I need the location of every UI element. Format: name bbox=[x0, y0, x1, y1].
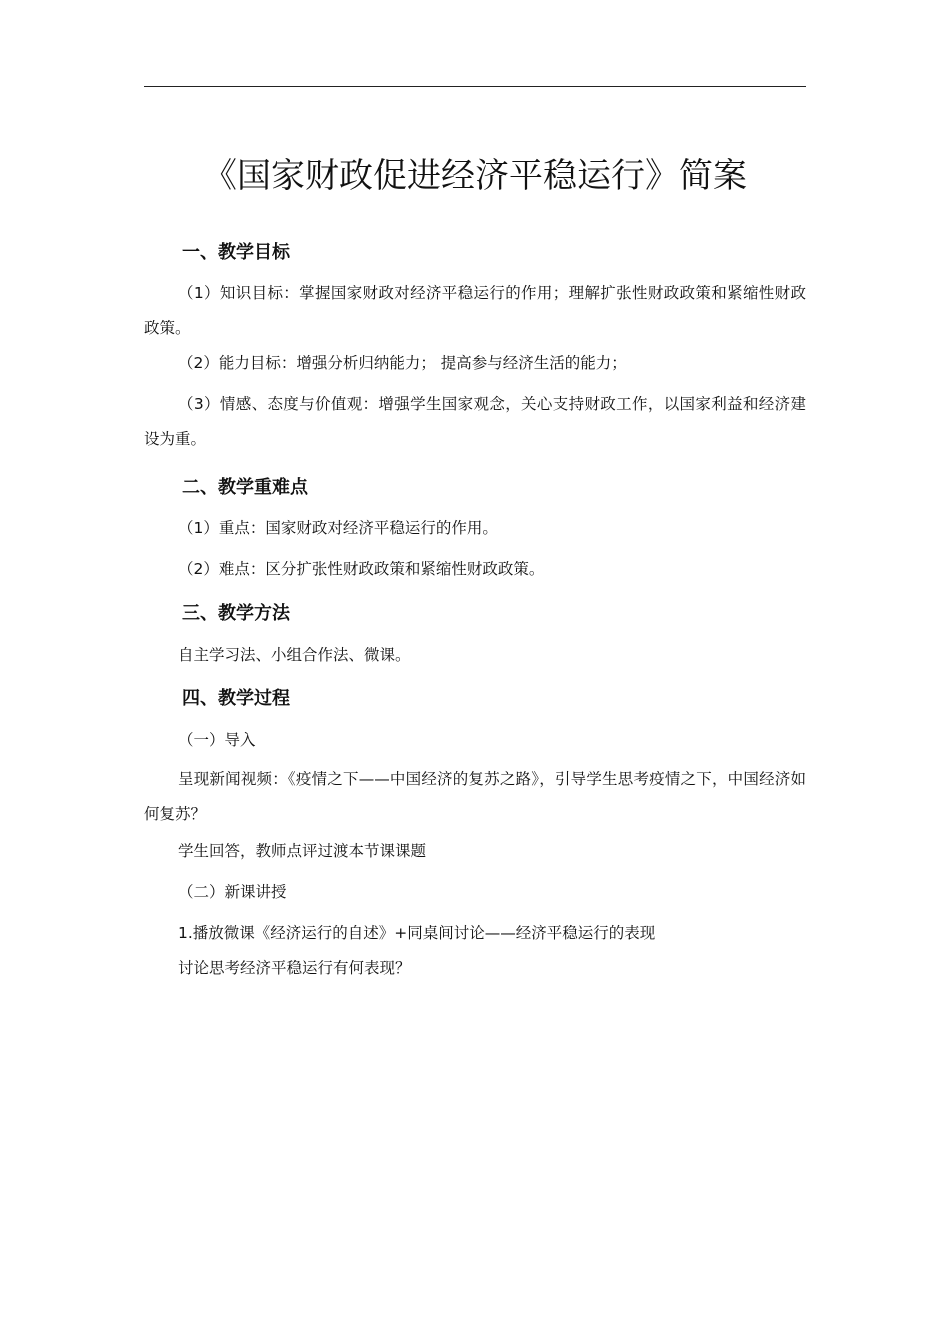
objective-knowledge: （1）知识目标：掌握国家财政对经济平稳运行的作用；理解扩张性财政政策和紧缩性财政政策。 bbox=[144, 284, 806, 337]
micro-lesson-paragraph: 1.播放微课《经济运行的自述》+同桌间讨论——经济平稳运行的表现 bbox=[178, 924, 656, 942]
subheading-introduction: （一）导入 bbox=[178, 731, 256, 749]
section-heading-key-points: 二、教学重难点 bbox=[182, 477, 308, 498]
objective-ability: （2）能力目标：增强分析归纳能力； 提高参与经济生活的能力； bbox=[178, 354, 627, 372]
subheading-new-lesson: （二）新课讲授 bbox=[178, 883, 287, 901]
section-heading-teaching-process: 四、教学过程 bbox=[182, 688, 290, 709]
key-point: （1）重点：国家财政对经济平稳运行的作用。 bbox=[178, 519, 498, 537]
discussion-question: 讨论思考经济平稳运行有何表现？ bbox=[178, 959, 411, 977]
section-heading-teaching-methods: 三、教学方法 bbox=[182, 603, 290, 624]
teaching-methods-text: 自主学习法、小组合作法、微课。 bbox=[178, 646, 411, 664]
difficult-point: （2）难点：区分扩张性财政政策和紧缩性财政政策。 bbox=[178, 560, 545, 578]
student-answer-paragraph: 学生回答，教师点评过渡本节课课题 bbox=[178, 842, 427, 860]
introduction-paragraph: 呈现新闻视频：《疫情之下——中国经济的复苏之路》，引导学生思考疫情之下，中国经济如何复苏？ bbox=[144, 770, 806, 823]
section-heading-teaching-objectives: 一、教学目标 bbox=[182, 242, 290, 263]
document-title: 《国家财政促进经济平稳运行》简案 bbox=[203, 156, 747, 196]
header-rule bbox=[144, 86, 806, 87]
objective-values: （3）情感、态度与价值观：增强学生国家观念，关心支持财政工作，以国家利益和经济建设为重。 bbox=[144, 395, 806, 448]
